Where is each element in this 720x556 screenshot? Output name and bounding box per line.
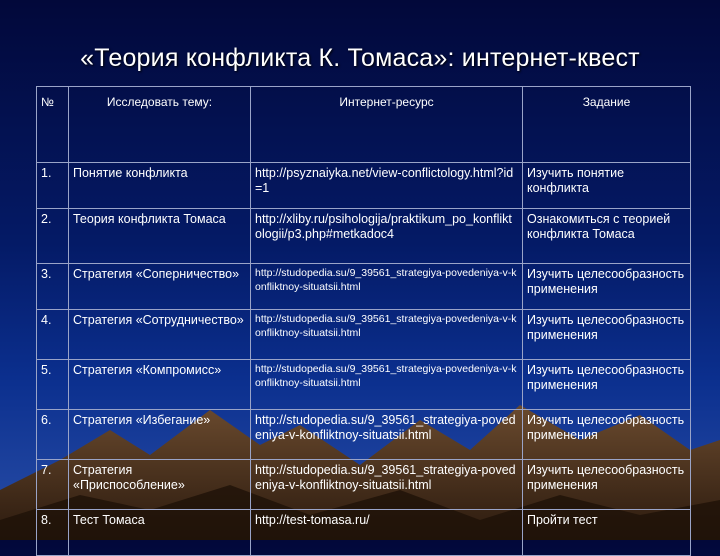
row-topic: Стратегия «Сотрудничество» [69, 310, 251, 360]
table-row [37, 410, 691, 460]
table-row [37, 264, 691, 310]
header-number: № [37, 87, 69, 163]
row-resource-link[interactable]: http://studopedia.su/9_39561_strategiya-povedeniya-v-konfliktnoy-situatsii.html [251, 264, 523, 310]
row-task: Пройти тест [523, 510, 691, 556]
row-topic: Стратегия «Избегание» [69, 410, 251, 460]
row-resource-link[interactable]: http://test-tomasa.ru/ [251, 510, 523, 556]
table-row [37, 209, 691, 264]
header-task: Задание [523, 87, 691, 163]
row-task: Изучить целесообразность применения [523, 460, 691, 510]
row-number: 8. [37, 510, 69, 556]
quest-table [36, 86, 691, 556]
row-task: Изучить целесообразность применения [523, 310, 691, 360]
row-task: Изучить целесообразность применения [523, 360, 691, 410]
row-number: 7. [37, 460, 69, 510]
table-header-row [37, 87, 691, 163]
row-resource-link[interactable]: http://studopedia.su/9_39561_strategiya-povedeniya-v-konfliktnoy-situatsii.html [251, 460, 523, 510]
row-topic: Стратегия «Приспособление» [69, 460, 251, 510]
row-number: 2. [37, 209, 69, 264]
row-task: Ознакомиться с теорией конфликта Томаса [523, 209, 691, 264]
table-row [37, 510, 691, 556]
row-topic: Понятие конфликта [69, 163, 251, 209]
row-task: Изучить целесообразность применения [523, 410, 691, 460]
row-resource-link[interactable]: http://psyznaiyka.net/view-conflictology.html?id=1 [251, 163, 523, 209]
header-resource: Интернет-ресурс [251, 87, 523, 163]
row-topic: Стратегия «Соперничество» [69, 264, 251, 310]
row-number: 5. [37, 360, 69, 410]
row-topic: Теория конфликта Томаса [69, 209, 251, 264]
row-resource-link[interactable]: http://studopedia.su/9_39561_strategiya-povedeniya-v-konfliktnoy-situatsii.html [251, 310, 523, 360]
row-task: Изучить понятие конфликта [523, 163, 691, 209]
header-topic: Исследовать тему: [69, 87, 251, 163]
row-number: 4. [37, 310, 69, 360]
row-resource-link[interactable]: http://studopedia.su/9_39561_strategiya-povedeniya-v-konfliktnoy-situatsii.html [251, 410, 523, 460]
page-title: «Теория конфликта К. Томаса»: интернет-квест [80, 44, 640, 72]
row-resource-link[interactable]: http://studopedia.su/9_39561_strategiya-povedeniya-v-konfliktnoy-situatsii.html [251, 360, 523, 410]
table-row [37, 460, 691, 510]
table-row [37, 310, 691, 360]
row-number: 3. [37, 264, 69, 310]
table-row [37, 163, 691, 209]
row-number: 1. [37, 163, 69, 209]
row-resource-link[interactable]: http://xliby.ru/psihologija/praktikum_po_konfliktologii/p3.php#metkadoc4 [251, 209, 523, 264]
row-number: 6. [37, 410, 69, 460]
row-task: Изучить целесообразность применения [523, 264, 691, 310]
row-topic: Стратегия «Компромисс» [69, 360, 251, 410]
row-topic: Тест Томаса [69, 510, 251, 556]
table-row [37, 360, 691, 410]
